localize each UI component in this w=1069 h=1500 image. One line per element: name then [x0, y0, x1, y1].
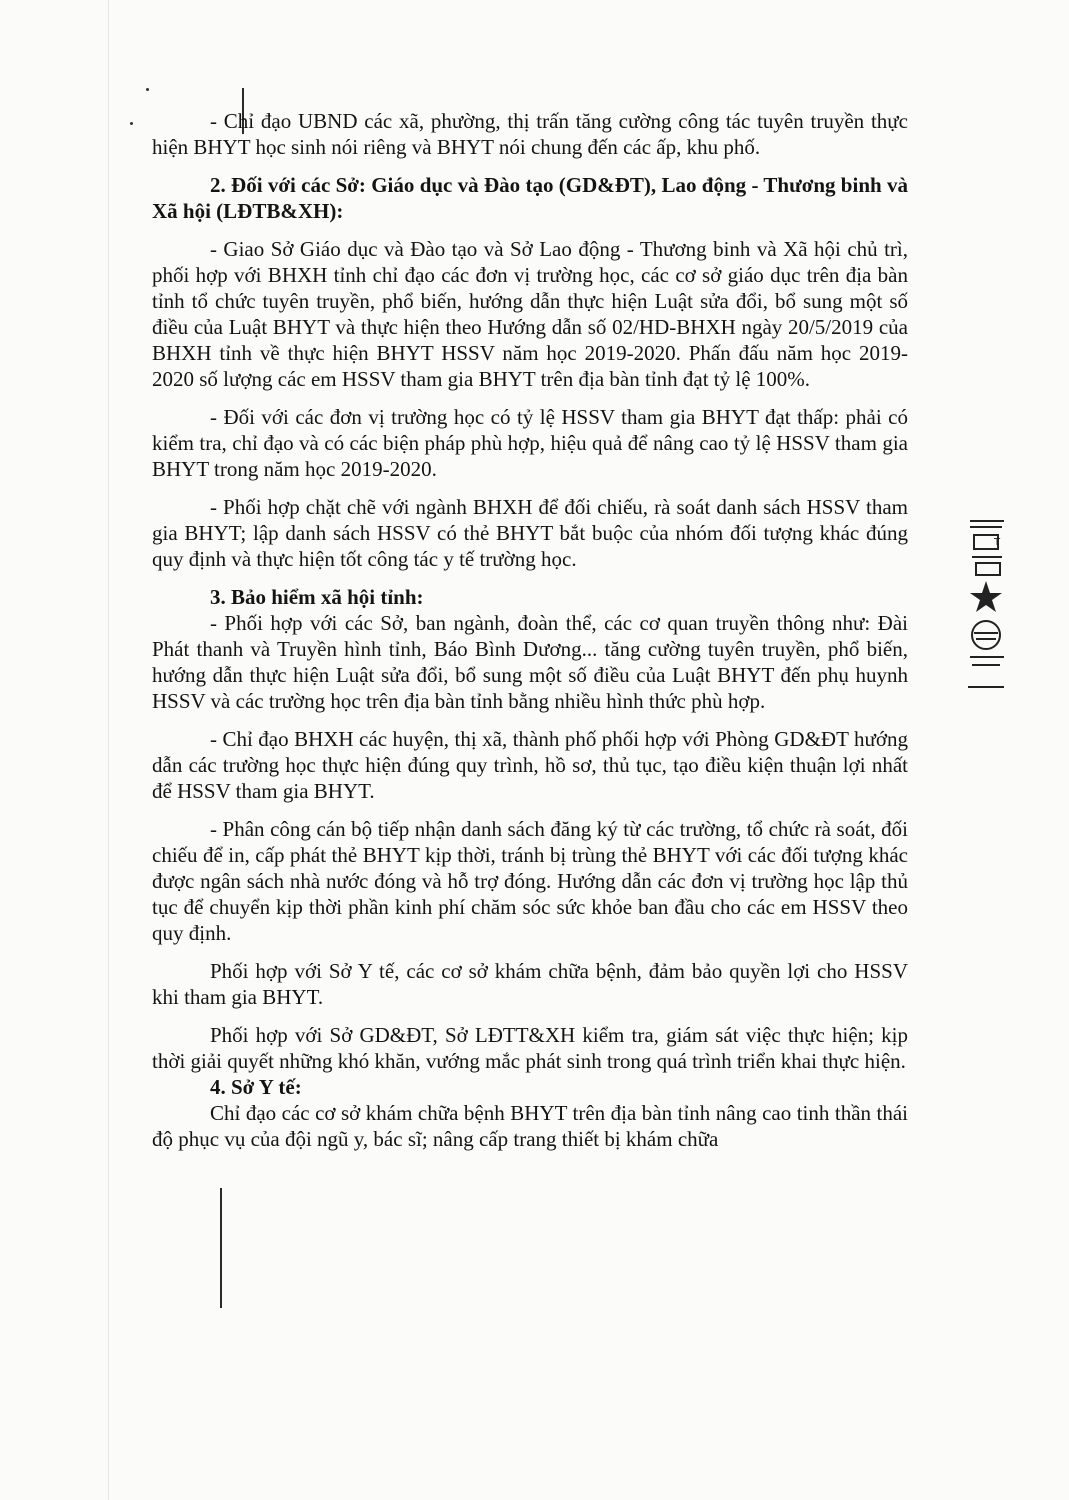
section-heading: 2. Đối với các Sở: Giáo dục và Đào tạo (GD&ĐT), Lao động - Thương binh và Xã hội (LĐTB&XH): [152, 173, 908, 223]
section-heading: 3. Bảo hiểm xã hội tỉnh: [210, 585, 424, 609]
paragraph: - Phối hợp chặt chẽ với ngành BHXH để đối chiếu, rà soát danh sách HSSV tham gia BHYT; lập danh sách HSSV có thẻ BHYT bắt buộc của nhóm đối tượng khác đúng quy định và thực hiện tốt công tác y tế trường học. [152, 495, 908, 571]
scan-speck [130, 122, 133, 125]
scan-speck [146, 88, 149, 91]
section-heading: 4. Sở Y tế: [210, 1075, 302, 1099]
seal-stamp-edge [964, 515, 1008, 695]
pen-mark [220, 1188, 222, 1308]
scan-fold-line [108, 0, 109, 1500]
paragraph: - Phân công cán bộ tiếp nhận danh sách đăng ký từ các trường, tổ chức rà soát, đối chiếu để in, cấp phát thẻ BHYT kịp thời, tránh bị trùng thẻ BHYT với các đối tượng khác được ngân sách nhà nước đóng và hỗ trợ đóng. Hướng dẫn các đơn vị trường học lập thủ tục để chuyển kịp thời phần kinh phí chăm sóc sức khỏe ban đầu cho các em HSSV theo quy định. [152, 817, 908, 945]
svg-text:T: T [994, 537, 1001, 548]
paragraph: Phối hợp với Sở Y tế, các cơ sở khám chữa bệnh, đảm bảo quyền lợi cho HSSV khi tham gia BHYT. [152, 959, 908, 1009]
paragraph: Chỉ đạo các cơ sở khám chữa bệnh BHYT trên địa bàn tỉnh nâng cao tinh thần thái độ phục vụ của đội ngũ y, bác sĩ; nâng cấp trang thiết bị khám chữa [152, 1101, 908, 1151]
paragraph: - Chỉ đạo UBND các xã, phường, thị trấn tăng cường công tác tuyên truyền thực hiện BHYT học sinh nói riêng và BHYT nói chung đến các ấp, khu phố. [152, 109, 908, 159]
paragraph: Phối hợp với Sở GD&ĐT, Sở LĐTT&XH kiểm tra, giám sát việc thực hiện; kịp thời giải quyết những khó khăn, vướng mắc phát sinh trong quá trình triển khai thực hiện. [152, 1023, 908, 1073]
paragraph: - Đối với các đơn vị trường học có tỷ lệ HSSV tham gia BHYT đạt thấp: phải có kiểm tra, chỉ đạo và có các biện pháp phù hợp, hiệu quả để nâng cao tỷ lệ HSSV tham gia BHYT trong năm học 2019-2020. [152, 405, 908, 481]
document-body [152, 108, 908, 1152]
paragraph: - Chỉ đạo BHXH các huyện, thị xã, thành phố phối hợp với Phòng GD&ĐT hướng dẫn các trường học thực hiện đúng quy trình, hồ sơ, thủ tục, tạo điều kiện thuận lợi nhất để HSSV tham gia BHYT. [152, 727, 908, 803]
paragraph: - Giao Sở Giáo dục và Đào tạo và Sở Lao động - Thương binh và Xã hội chủ trì, phối hợp với BHXH tỉnh chỉ đạo các đơn vị trường học, các cơ sở giáo dục trên địa bàn tỉnh tổ chức tuyên truyền, phổ biến, hướng dẫn thực hiện Luật sửa đổi, bổ sung một số điều của Luật BHYT và thực hiện theo Hướng dẫn số 02/HD-BHXH ngày 20/5/2019 của BHXH tỉnh về thực hiện BHYT HSSV năm học 2019-2020. Phấn đấu năm học 2019-2020 số lượng các em HSSV tham gia BHYT trên địa bàn tỉnh đạt tỷ lệ 100%. [152, 237, 908, 391]
paragraph: - Phối hợp với các Sở, ban ngành, đoàn thể, các cơ quan truyền thông như: Đài Phát thanh và Truyền hình tỉnh, Báo Bình Dương... tăng cường tuyên truyền, phổ biến, hướng dẫn thực hiện Luật sửa đổi, bổ sung một số điều của Luật BHYT đến phụ huynh HSSV và các trường học trên địa bàn tỉnh bằng nhiều hình thức phù hợp. [152, 611, 908, 713]
